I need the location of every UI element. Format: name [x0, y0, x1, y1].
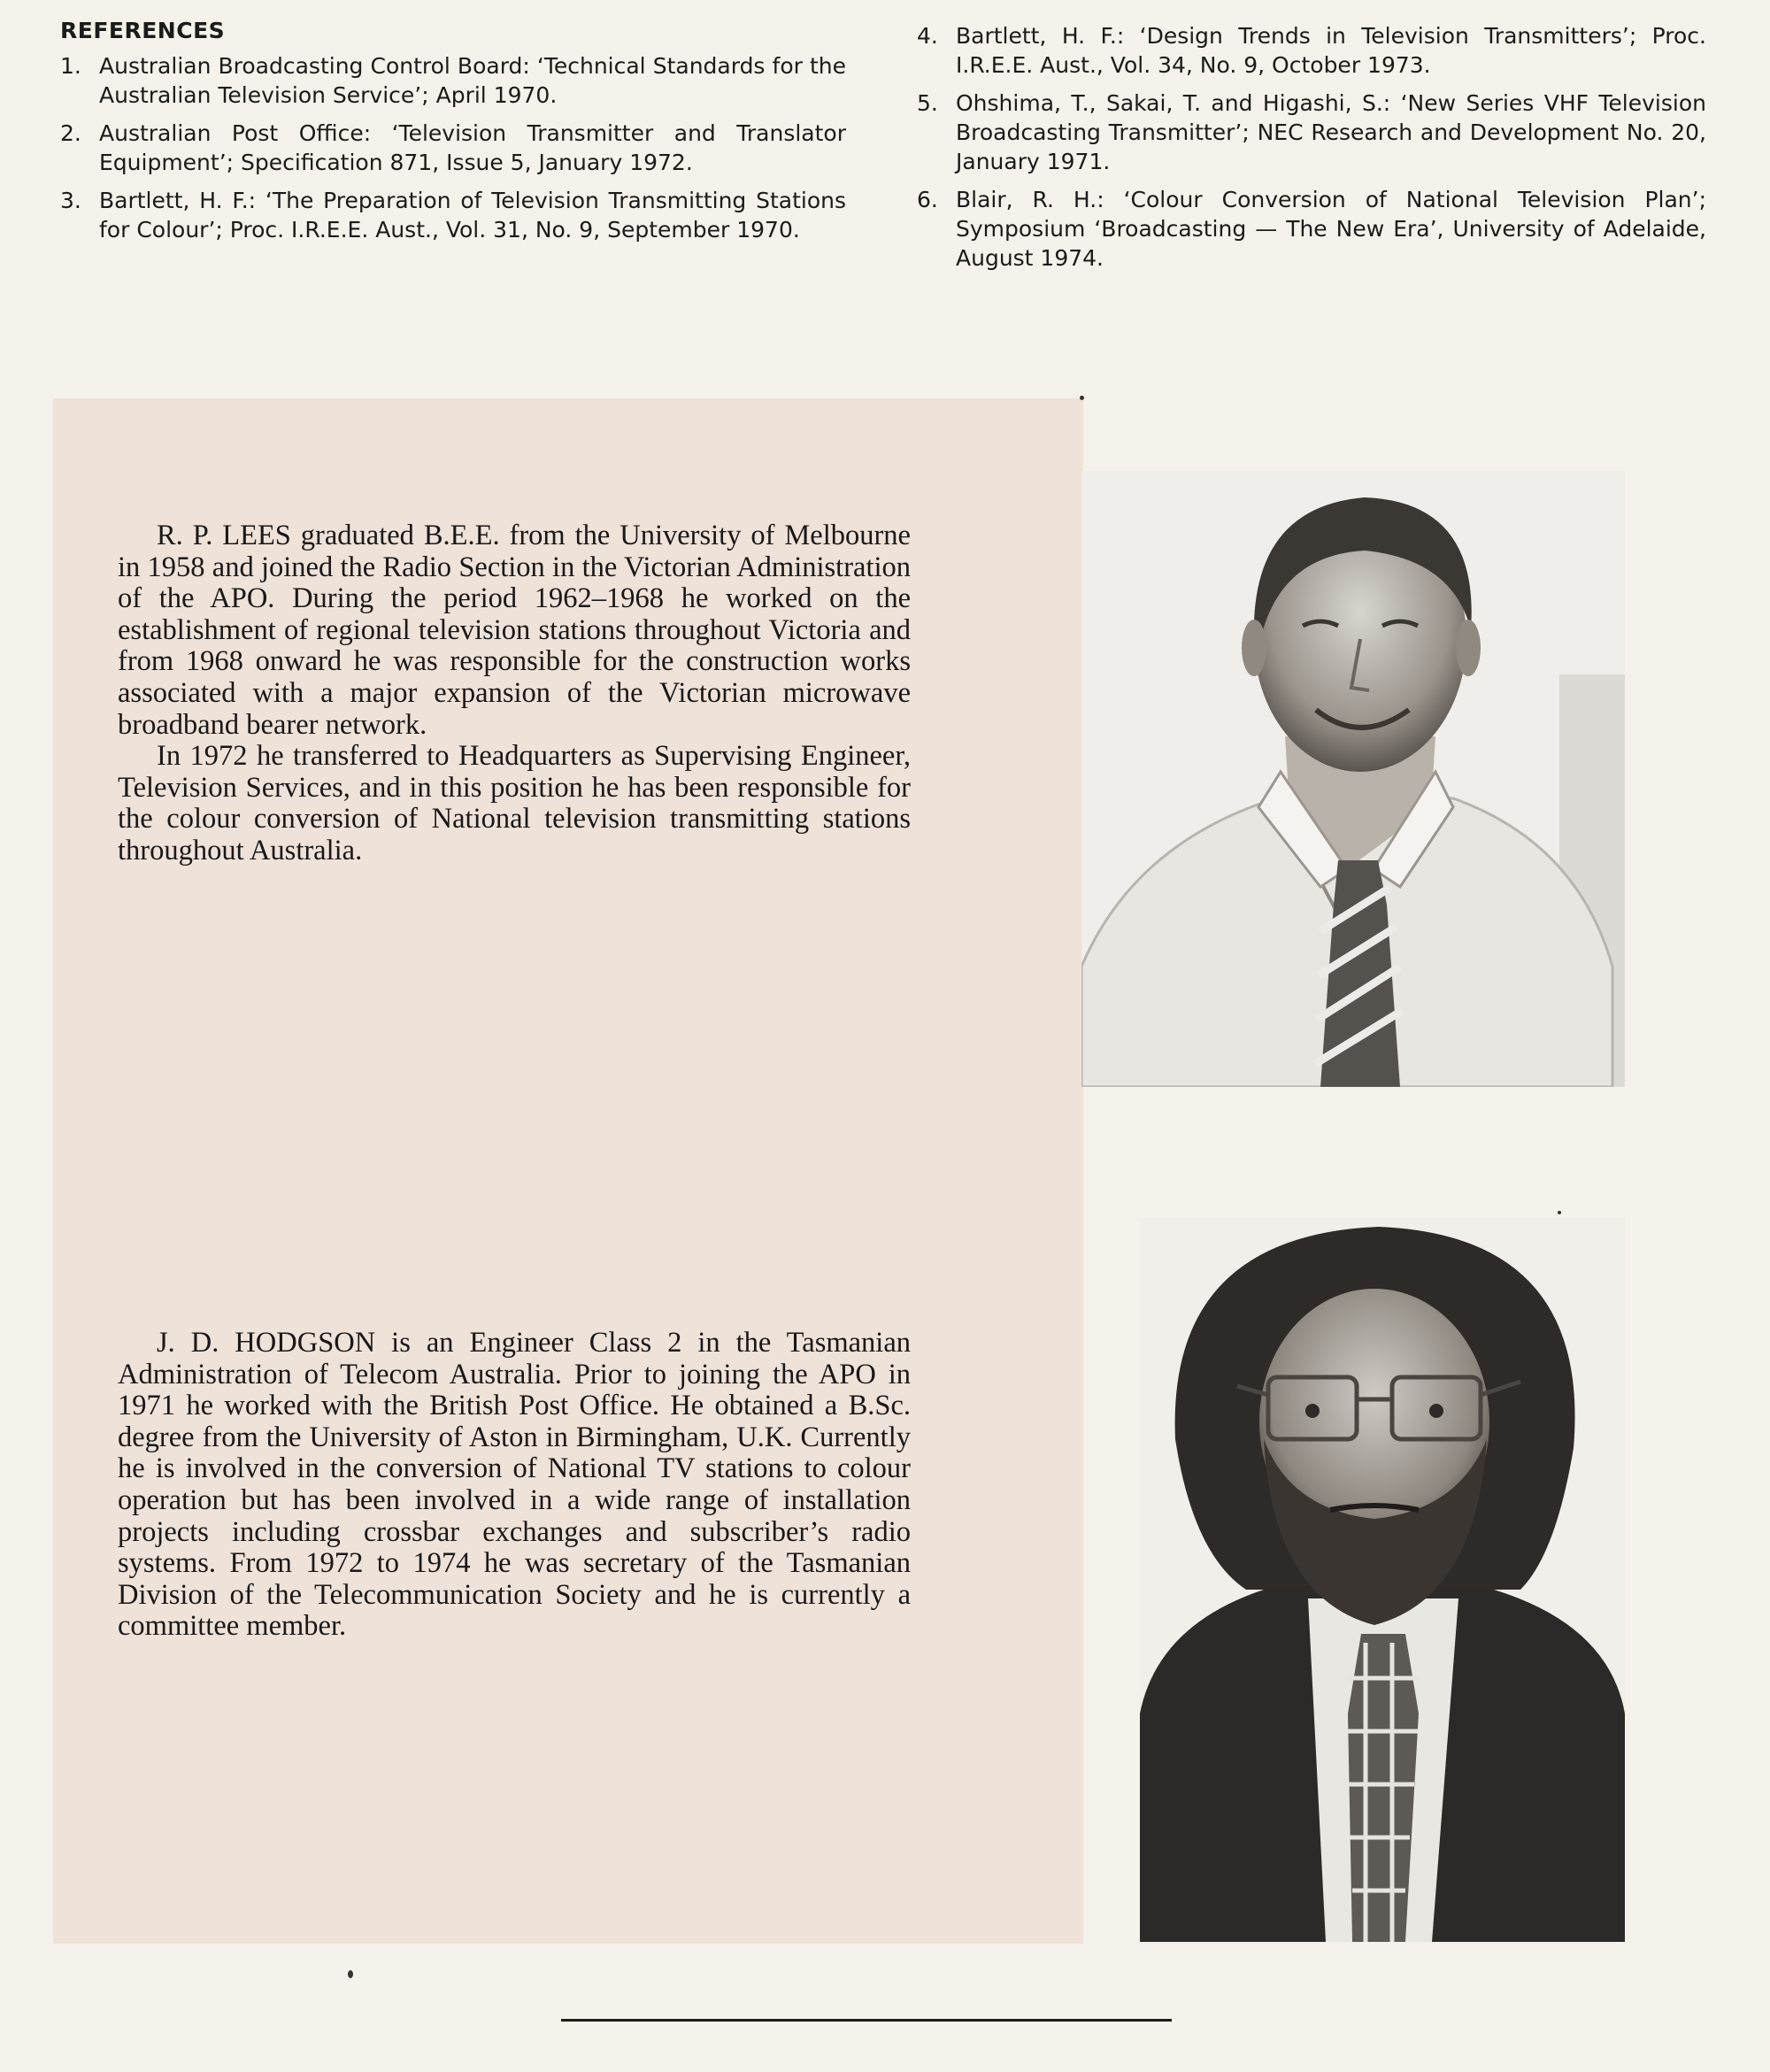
reference-number: 2.: [60, 120, 81, 146]
footer-rule: [561, 2019, 1172, 2022]
reference-item: [60, 119, 846, 177]
portrait-hodgson-image: [1140, 1218, 1625, 1942]
bio-lees-paragraph-1: R. P. LEES graduated B.E.E. from the University of Melbourne in 1958 and joined the Radio Section in the Victorian Administration of the APO. During the period 1962–1968 he worked on the establishment of regional television stations throughout Victoria and from 1968 onward he was responsible for the construction works associated with a major expansion of the Victorian microwave broadband bearer network.: [118, 520, 911, 741]
reference-number: 5.: [917, 90, 938, 116]
reference-text: Australian Post Office: ‘Television Transmitter and Translator Equipment’; Specification 871, Issue 5, January 1972.: [99, 120, 846, 175]
portrait-lees-image: [1081, 471, 1625, 1087]
reference-item: [60, 51, 846, 110]
reference-text: Australian Broadcasting Control Board: ‘Technical Standards for the Australian Television Service’; April 1970.: [99, 53, 846, 108]
reference-text: Blair, R. H.: ‘Colour Conversion of National Television Plan’; Symposium ‘Broadcasting — The New Era’, University of Adelaide, August 1974.: [956, 187, 1706, 271]
reference-item: [60, 186, 846, 244]
reference-number: 1.: [60, 53, 81, 79]
references-right-column: [917, 21, 1706, 281]
print-speck: [348, 1970, 353, 1978]
reference-number: 4.: [917, 23, 938, 49]
references-left-column: [60, 51, 846, 253]
reference-text: Ohshima, T., Sakai, T. and Higashi, S.: ‘New Series VHF Television Broadcasting Transmitter’; NEC Research and Development No. 20, January 1971.: [956, 90, 1706, 174]
portrait-hodgson: [1140, 1218, 1625, 1942]
portrait-lees: [1081, 471, 1625, 1087]
reference-item: [917, 21, 1706, 80]
reference-item: [917, 185, 1706, 273]
print-speck: [1080, 396, 1084, 400]
reference-item: [917, 89, 1706, 176]
reference-number: 6.: [917, 187, 938, 212]
bio-hodgson: [118, 1328, 911, 1643]
reference-text: Bartlett, H. F.: ‘Design Trends in Television Transmitters’; Proc. I.R.E.E. Aust., Vol. 34, No. 9, October 1973.: [956, 23, 1706, 78]
bio-lees-paragraph-2: In 1972 he transferred to Headquarters as Supervising Engineer, Television Services, and in this position he has been responsible for the colour conversion of National television transmitting stations throughout Australia.: [118, 740, 911, 867]
bio-lees: [118, 520, 911, 867]
reference-number: 3.: [60, 188, 81, 213]
bio-hodgson-paragraph-1: J. D. HODGSON is an Engineer Class 2 in the Tasmanian Administration of Telecom Australia. Prior to joining the APO in 1971 he worked with the British Post Office. He obtained a B.Sc. degree from the University of Aston in Birmingham, U.K. Currently he is involved in the conversion of National TV stations to colour operation but has been involved in a wide range of installation projects including crossbar exchanges and subscriber’s radio systems. From 1972 to 1974 he was secretary of the Tasmanian Division of the Telecommunication Society and he is currently a committee member.: [118, 1327, 911, 1643]
reference-text: Bartlett, H. F.: ‘The Preparation of Television Transmitting Stations for Colour’; Proc. I.R.E.E. Aust., Vol. 31, No. 9, September 1970.: [99, 188, 846, 243]
print-speck: [1558, 1211, 1561, 1214]
references-heading: REFERENCES: [60, 18, 226, 43]
